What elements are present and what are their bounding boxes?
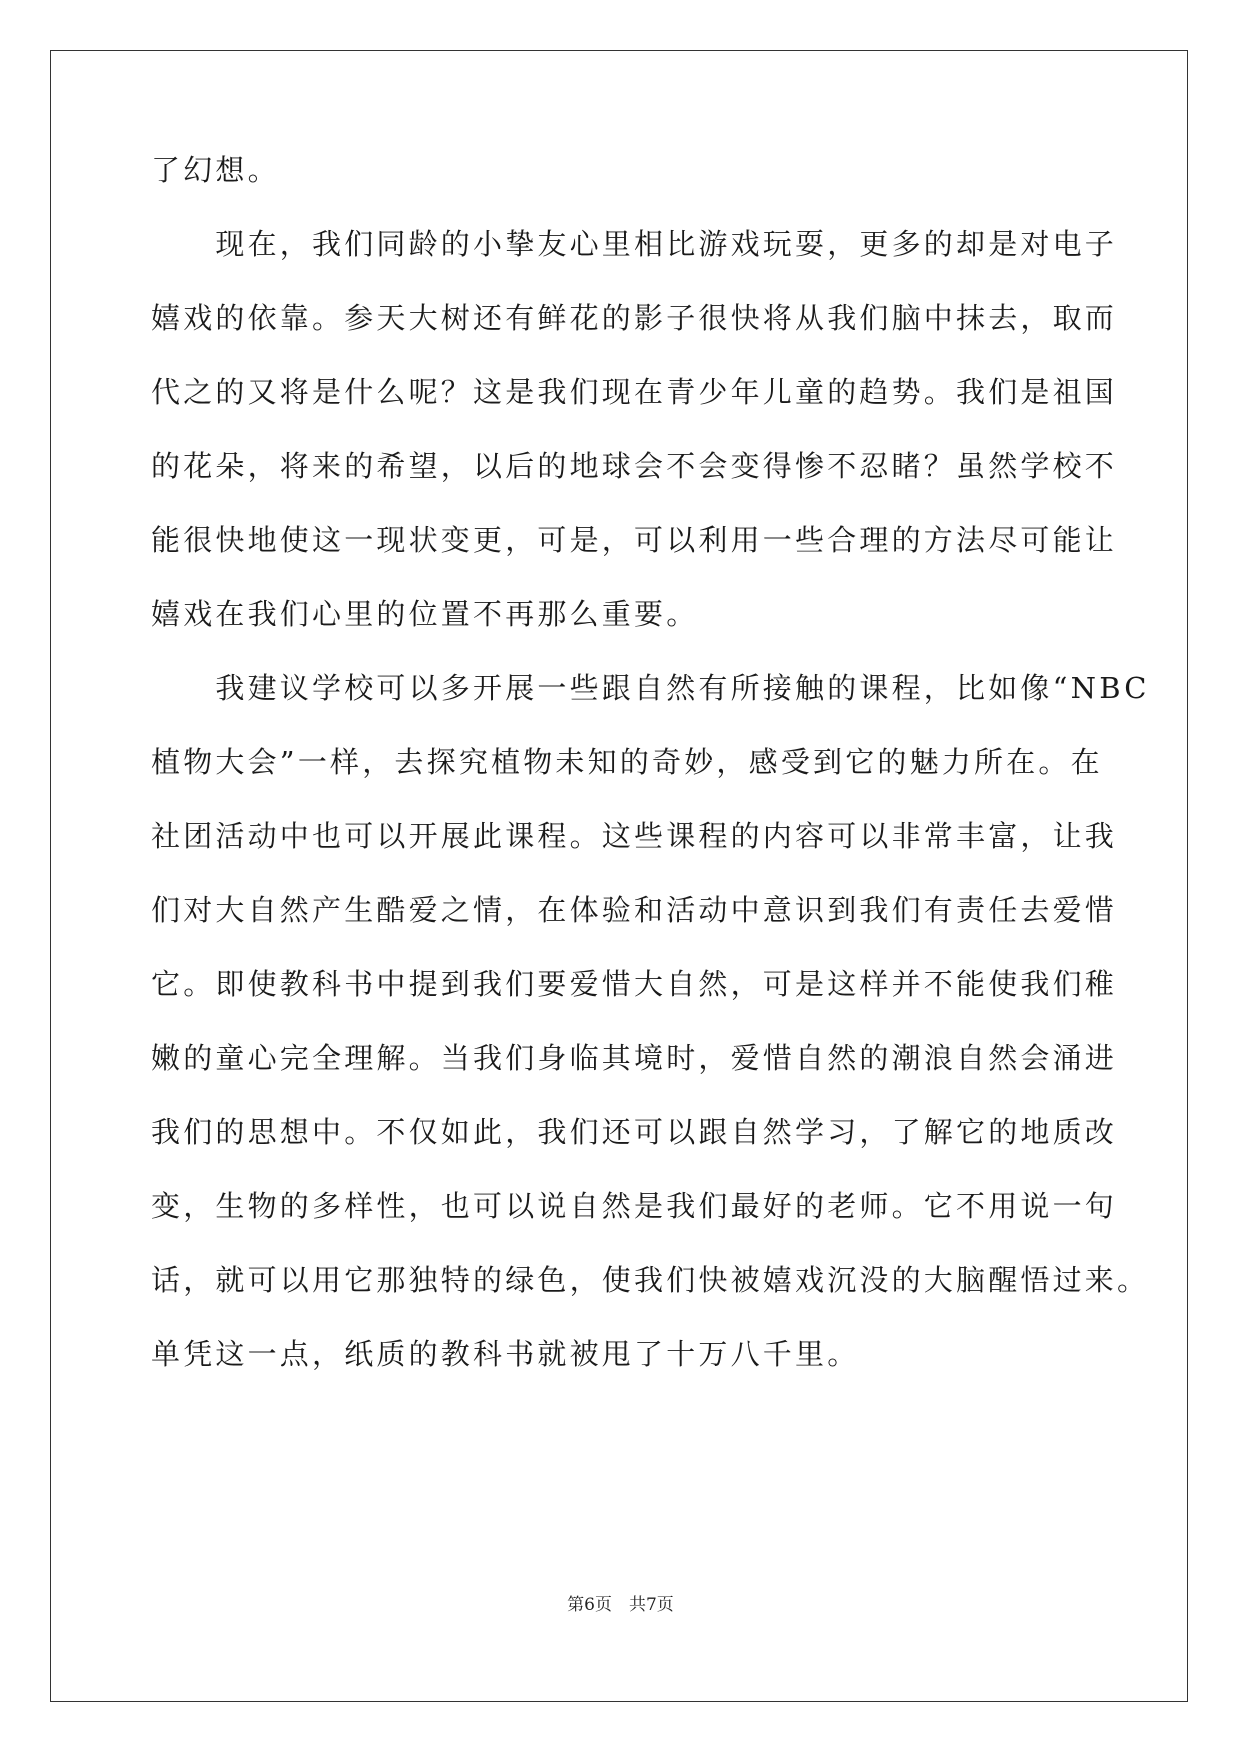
text-line: 的花朵，将来的希望，以后的地球会不会变得惨不忍睹？虽然学校不 bbox=[151, 449, 1118, 483]
text-line: 嬉戏的依靠。参天大树还有鲜花的影子很快将从我们脑中抹去，取而 bbox=[151, 301, 1118, 335]
text-line: 变，生物的多样性，也可以说自然是我们最好的老师。它不用说一句 bbox=[151, 1189, 1118, 1223]
text-line: 它。即使教科书中提到我们要爱惜大自然，可是这样并不能使我们稚 bbox=[151, 967, 1118, 1001]
page-number-label: 第6页 共7页 bbox=[567, 1595, 674, 1615]
page-footer bbox=[0, 1594, 1241, 1616]
text-line: 嫩的童心完全理解。当我们身临其境时，爱惜自然的潮浪自然会涌进 bbox=[151, 1041, 1118, 1075]
text-line: 嬉戏在我们心里的位置不再那么重要。 bbox=[151, 597, 699, 631]
text-line: 社团活动中也可以开展此课程。这些课程的内容可以非常丰富，让我 bbox=[151, 819, 1118, 853]
text-line: 了幻想。 bbox=[151, 153, 280, 187]
text-line: 我建议学校可以多开展一些跟自然有所接触的课程，比如像“NBC bbox=[151, 671, 1150, 705]
text-line: 现在，我们同龄的小挚友心里相比游戏玩耍，更多的却是对电子 bbox=[151, 227, 1118, 261]
text-line: 代之的又将是什么呢？这是我们现在青少年儿童的趋势。我们是祖国 bbox=[151, 375, 1118, 409]
text-line: 植物大会”一样，去探究植物未知的奇妙，感受到它的魅力所在。在 bbox=[151, 745, 1103, 779]
text-line: 能很快地使这一现状变更，可是，可以利用一些合理的方法尽可能让 bbox=[151, 523, 1118, 557]
text-line: 们对大自然产生酷爱之情，在体验和活动中意识到我们有责任去爱惜 bbox=[151, 893, 1118, 927]
text-line: 单凭这一点，纸质的教科书就被甩了十万八千里。 bbox=[151, 1337, 860, 1371]
text-line: 我们的思想中。不仅如此，我们还可以跟自然学习，了解它的地质改 bbox=[151, 1115, 1118, 1149]
text-line: 话，就可以用它那独特的绿色，使我们快被嬉戏沉没的大脑醒悟过来。 bbox=[151, 1263, 1150, 1297]
